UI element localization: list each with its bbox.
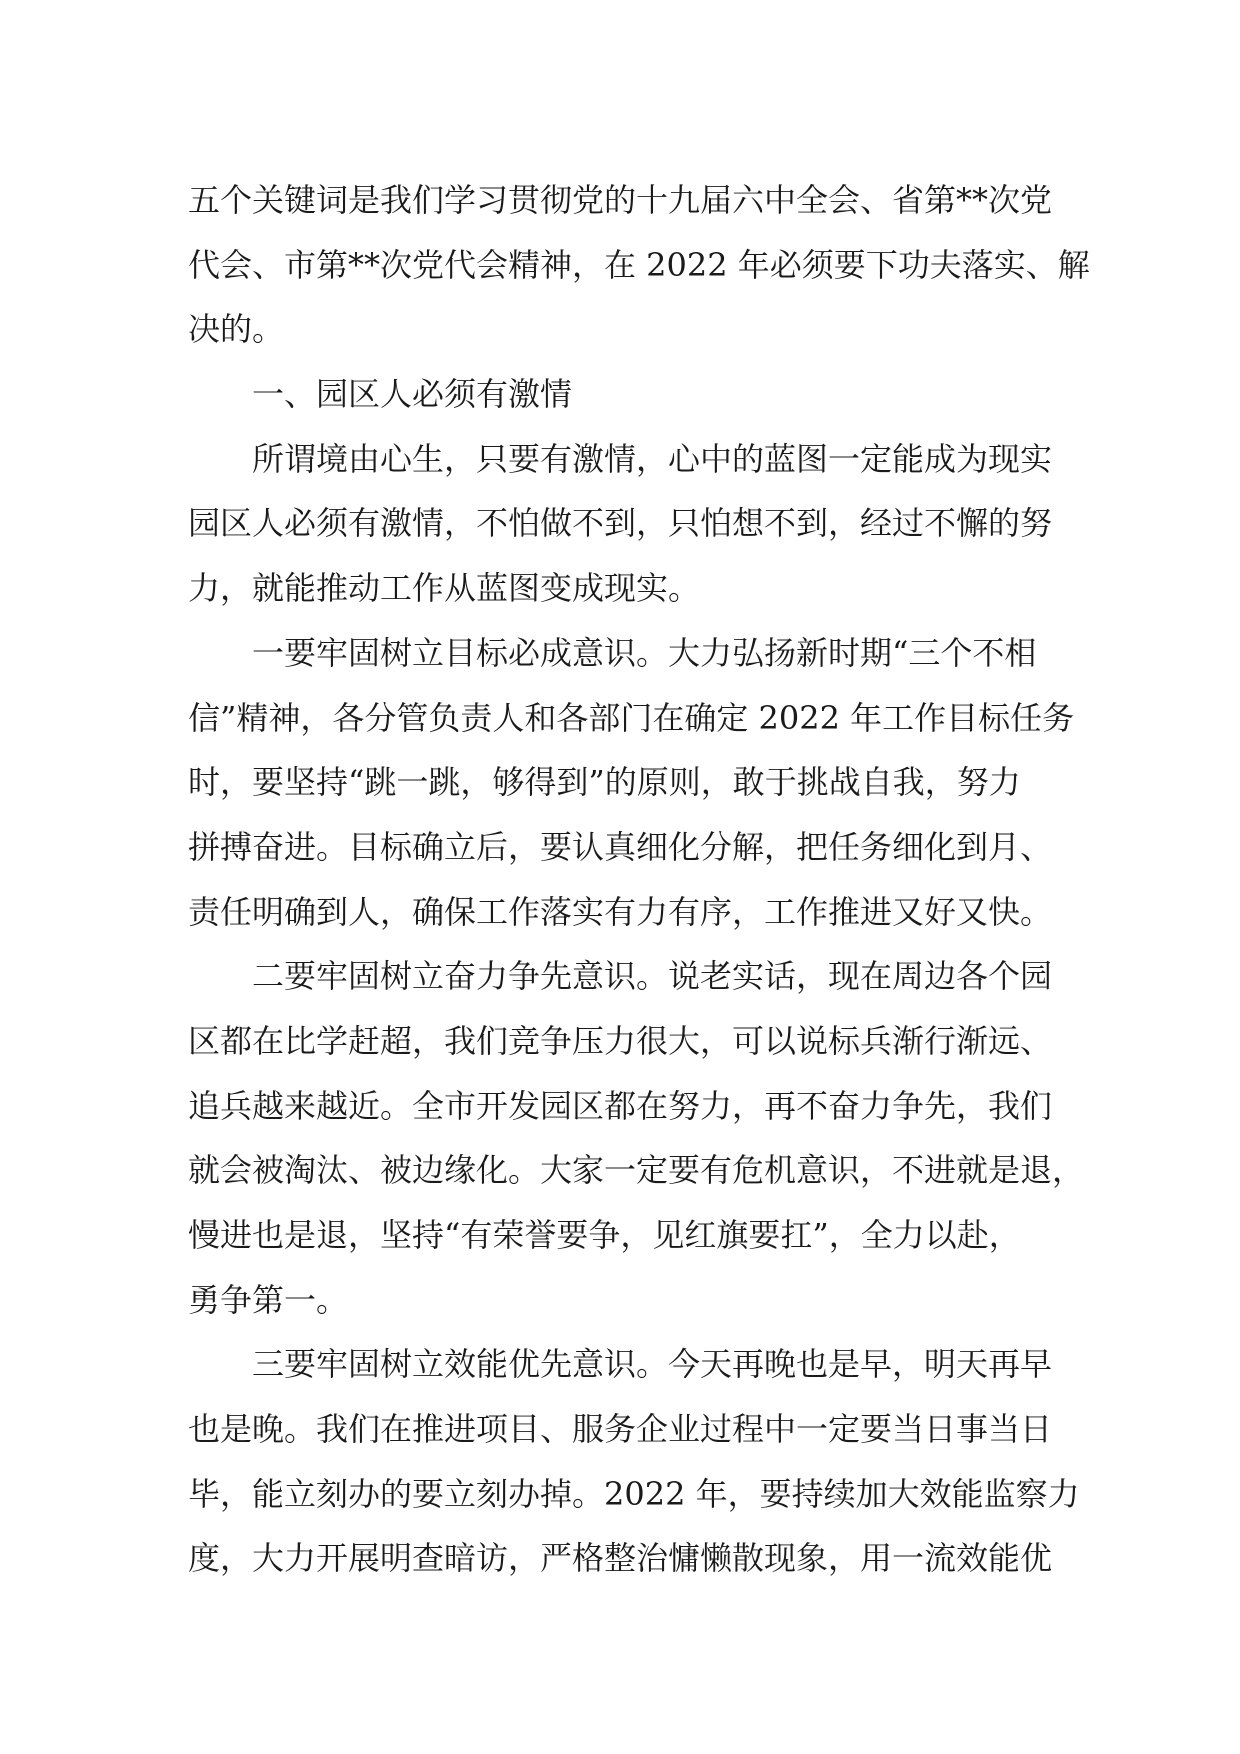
text-line: 五个关键词是我们学习贯彻党的十九届六中全会、省第**次党	[188, 181, 1053, 219]
text-line: 信”精神，各分管负责人和各部门在确定 2022 年工作目标任务	[188, 698, 1075, 737]
text-line: 就会被淘汰、被边缘化。大家一定要有危机意识，不进就是退，	[188, 1151, 1085, 1190]
text-line: 追兵越来越近。全市开发园区都在努力，再不奋力争先，我们	[188, 1086, 1053, 1125]
text-line: 慢进也是退，坚持“有荣誉要争，见红旗要扛”，全力以赴，	[188, 1216, 1021, 1254]
text-line: 也是晚。我们在推进项目、服务企业过程中一定要当日事当日	[188, 1410, 1053, 1449]
text-line: 区都在比学赶超，我们竞争压力很大，可以说标兵渐行渐远、	[188, 1021, 1053, 1060]
text-line: 园区人必须有激情，不怕做不到，只怕想不到，经过不懈的努	[188, 504, 1053, 543]
text-line: 责任明确到人，确保工作落实有力有序，工作推进又好又快。	[188, 892, 1053, 931]
text-line: 三要牢固树立效能优先意识。今天再晚也是早，明天再早	[252, 1345, 1053, 1384]
text-line: 一要牢固树立目标必成意识。大力弘扬新时期“三个不相	[252, 633, 1037, 672]
section-heading: 一、园区人必须有激情	[252, 375, 573, 414]
text-line: 勇争第一。	[188, 1280, 349, 1319]
text-line: 时，要坚持“跳一跳，够得到”的原则，敢于挑战自我，努力	[188, 763, 1021, 802]
text-line: 二要牢固树立奋力争先意识。说老实话，现在周边各个园	[252, 957, 1053, 996]
text-line: 所谓境由心生，只要有激情，心中的蓝图一定能成为现实	[252, 439, 1053, 478]
text-line: 代会、市第**次党代会精神，在 2022 年必须要下功夫落实、解	[188, 245, 1090, 284]
text-line: 毕，能立刻办的要立刻办掉。2022 年，要持续加大效能监察力	[188, 1474, 1080, 1513]
text-line: 力，就能推动工作从蓝图变成现实。	[188, 569, 701, 608]
document-body	[188, 168, 1090, 1591]
text-line: 决的。	[188, 310, 285, 349]
text-line: 度，大力开展明查暗访，严格整治慵懒散现象，用一流效能优	[188, 1539, 1053, 1578]
text-line: 拼搏奋进。目标确立后，要认真细化分解，把任务细化到月、	[188, 827, 1053, 866]
